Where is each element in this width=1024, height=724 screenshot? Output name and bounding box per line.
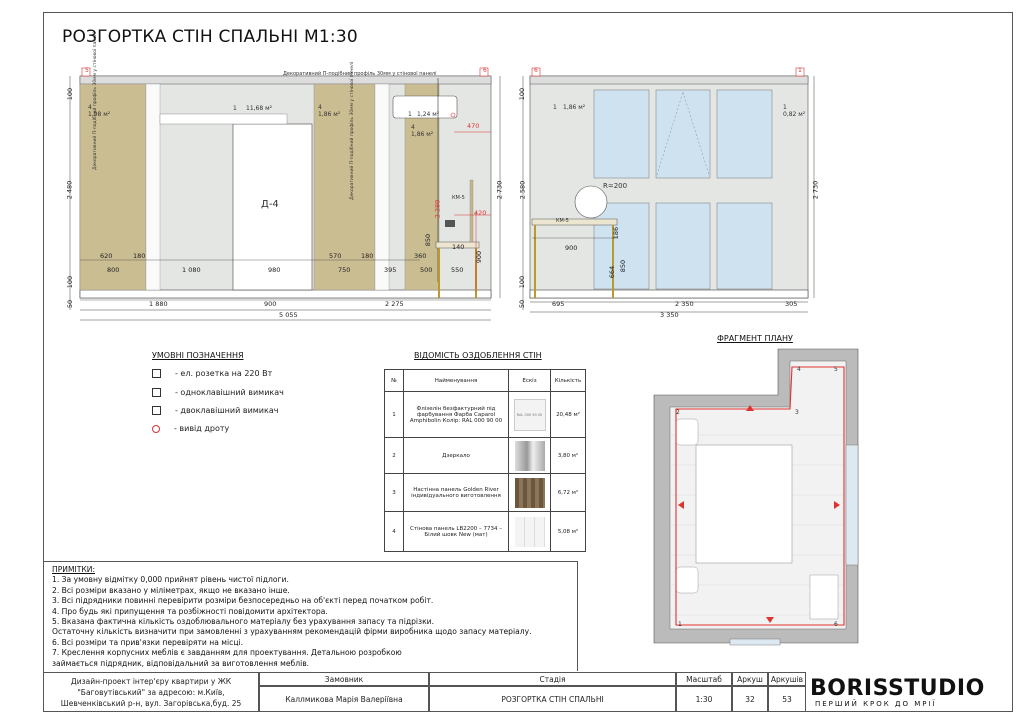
zone-tag: 1 — [553, 104, 557, 111]
legend-item: - вивід дроту — [152, 424, 229, 433]
dim-2730: 2 730 — [811, 180, 820, 200]
finishes-table — [384, 369, 586, 552]
dim-2480: 2 480 — [65, 180, 74, 200]
corner-tag-left: 6 — [534, 67, 538, 74]
zone-area: 0,82 м² — [783, 111, 806, 118]
corner-tag-right: 6 — [483, 67, 487, 74]
notes-panel — [43, 561, 578, 671]
plan-heading: ФРАГМЕНТ ПЛАНУ — [717, 334, 793, 343]
dim-small: 570 — [329, 252, 342, 260]
zone-area: 1,86 м² — [411, 131, 434, 138]
stage-header: Стадія — [429, 672, 676, 686]
dim-50: 50 — [518, 299, 527, 309]
sheets-header: Аркушів — [768, 672, 806, 686]
dim-total: 5 055 — [279, 311, 298, 319]
dim-small: 140 — [452, 243, 465, 251]
dim-total: 3 350 — [660, 311, 679, 319]
dim-100b: 100 — [66, 275, 75, 289]
dim-small: 620 — [100, 252, 113, 260]
wire-outlet-icon — [152, 425, 160, 433]
notes-heading: ПРИМІТКИ: — [52, 565, 96, 574]
dim-row1: 395 — [384, 266, 397, 274]
note-line: 7. Креслення корпусних меблів є завданням для проектування. Детальною розробкою — [52, 648, 402, 658]
zone-tag: 4 — [411, 124, 415, 131]
table-row: 3 Настінна панель Golden River індивідуального виготовлення 6,72 м² — [385, 474, 586, 512]
dim-small: 2 280 — [433, 199, 442, 219]
note-line: 5. Вказана фактична кількість оздоблювального матеріалу без урахування запасу та підрізки. — [52, 617, 435, 627]
legend-item: - двоклавішний вимикач — [152, 406, 278, 415]
sheet-header: Аркуш — [732, 672, 768, 686]
dim-row1: 1 080 — [182, 266, 201, 274]
dim-row1: 500 — [420, 266, 433, 274]
dim-row1: 750 — [338, 266, 351, 274]
plan-fragment — [650, 345, 860, 650]
km-label: КМ-5 — [556, 218, 569, 224]
dim-small: 470 — [467, 122, 480, 130]
legend-item: - ел. розетка на 220 Вт — [152, 369, 272, 378]
dim-row2: 1 880 — [149, 300, 168, 308]
col-header: № — [385, 370, 404, 392]
studio-slogan: ПЕРШИЙ КРОК ДО МРІЇ — [815, 700, 937, 708]
zone-tag: 1 — [783, 104, 787, 111]
zone-tag: 4 — [318, 104, 322, 111]
note-line: займається підрядник, відповідальний за виготовлення меблів. — [52, 658, 310, 668]
dim-small: 180 — [133, 252, 146, 260]
zone-tag: 1 — [408, 111, 412, 118]
table-row: 2 Дзеркало 3,80 м² — [385, 438, 586, 474]
customer-header: Замовник — [259, 672, 429, 686]
dim-100b: 100 — [518, 275, 527, 289]
dim-100: 100 — [518, 87, 527, 101]
dim-row1: 980 — [268, 266, 281, 274]
plan-tag: 5 — [834, 366, 838, 373]
legend-item: - одноклавішний вимикач — [152, 388, 284, 397]
table-row: 4 Стінова панель LB2200 – 7734 – Білий шовк New (мат) 5,08 м² — [385, 512, 586, 552]
note-line: 4. Про будь які припущення та розбіжності повідомити архітектора. — [52, 606, 328, 616]
project-description: Дизайн-проект інтер'єру квартири у ЖК "Баговутівський" за адресою: м.Київ, Шевченківський р-н, вул. Загорівська,буд. 25 — [43, 672, 259, 712]
dim-row2: 900 — [264, 300, 277, 308]
dim-small: 900 — [565, 244, 578, 252]
socket-symbol-icon — [152, 369, 161, 378]
km-label: КМ-5 — [452, 195, 465, 201]
wall-elevation-right — [520, 62, 820, 330]
plan-tag: 4 — [797, 366, 801, 373]
studio-logo: BORISSTUDIO — [810, 676, 985, 701]
zone-tag: 4 — [88, 104, 92, 111]
col-header: Ескіз — [509, 370, 551, 392]
vertical-profile-note: Декоративний П-подібний профіль 30мм у стінової панелі — [350, 61, 355, 200]
zone-area: 1,98 м² — [88, 111, 111, 118]
dim-small: 850 — [619, 259, 628, 273]
switch-double-icon — [152, 406, 161, 415]
col-header: Найменування — [404, 370, 509, 392]
stage-value: РОЗГОРТКА СТІН СПАЛЬНІ — [429, 686, 676, 712]
note-line: 2. Всі розміри вказано у міліметрах, якщо не вказано інше. — [52, 585, 290, 595]
swatch-paint: RAL 000 90 00 — [514, 399, 546, 431]
customer-name: Каллмикова Марія Валеріївна — [259, 686, 429, 712]
dim-small: 664 — [608, 265, 617, 279]
legend-heading: УМОВНІ ПОЗНАЧЕННЯ — [152, 351, 244, 360]
dim-row2: 2 275 — [385, 300, 404, 308]
note-line: 6. Всі розміри та прив'язки перевіряти на місці. — [52, 637, 244, 647]
finishes-heading: ВІДОМІСТЬ ОЗДОБЛЕННЯ СТІН — [414, 351, 542, 360]
page-title: РОЗГОРТКА СТІН СПАЛЬНІ М1:30 — [62, 27, 358, 47]
dim-small: 420 — [474, 209, 487, 217]
col-header: Кількість — [551, 370, 586, 392]
dim-row1: 800 — [107, 266, 120, 274]
dim-2580: 2 580 — [518, 180, 527, 200]
switch-single-icon — [152, 388, 161, 397]
zone-area: 1,86 м² — [563, 104, 586, 111]
dim-100: 100 — [66, 87, 75, 101]
zone-tag: 1 — [233, 105, 237, 112]
dim-small: 850 — [424, 233, 433, 247]
sheet-value: 32 — [732, 686, 768, 712]
zone-area: 1,24 м² — [417, 111, 440, 118]
swatch-mirror — [515, 441, 545, 471]
door-label: Д-4 — [261, 199, 279, 210]
sheets-value: 53 — [768, 686, 806, 712]
scale-value: 1:30 — [676, 686, 732, 712]
dim-small: 360 — [414, 252, 427, 260]
dim-50: 50 — [66, 299, 75, 309]
dim-row1: 2 350 — [675, 300, 694, 308]
scale-header: Масштаб — [676, 672, 732, 686]
dim-small: 186 — [612, 226, 621, 240]
corner-tag-right: 1 — [798, 67, 802, 74]
dim-small: 900 — [475, 250, 484, 264]
wall-elevation-left — [60, 62, 510, 330]
swatch-wall-panel — [515, 517, 545, 547]
plan-tag: 1 — [678, 621, 682, 628]
corner-tag-left: 5 — [85, 67, 89, 74]
note-line: 1. За умовну відмітку 0,000 прийнят рівень чистої підлоги. — [52, 575, 289, 585]
dim-row1: 305 — [785, 300, 798, 308]
plan-tag: 2 — [676, 409, 680, 416]
dim-row1: 695 — [552, 300, 565, 308]
mirror-radius: R=200 — [603, 182, 628, 190]
dim-2730: 2 730 — [495, 180, 504, 200]
note-line: Остаточну кількість визначити при замовленні з урахуванням рекомендацій фірми виробника щодо запасу матеріалу. — [52, 627, 532, 637]
table-row: 1 Флізелін безфактурний під фарбування Фарба Caparol Amphibolin Колір: RAL 000 90 00 RAL 000 90 00 20,48 м² — [385, 392, 586, 438]
zone-area: 11,68 м² — [246, 105, 273, 112]
dim-row1: 550 — [451, 266, 464, 274]
note-line: 3. Всі підрядники повинні перевірити розміри безпосередньо на об'єкті перед початком робіт. — [52, 596, 434, 606]
plan-tag: 6 — [834, 621, 838, 628]
swatch-panel — [515, 478, 545, 508]
top-profile-note: Декоративний П-подібний профіль 30мм у стінової панелі — [283, 71, 437, 77]
zone-area: 1,86 м² — [318, 111, 341, 118]
dim-small: 180 — [361, 252, 374, 260]
vertical-profile-note: Декоративний П-подібний профіль 30мм у стінової панелі — [93, 31, 98, 170]
plan-tag: 3 — [795, 409, 799, 416]
